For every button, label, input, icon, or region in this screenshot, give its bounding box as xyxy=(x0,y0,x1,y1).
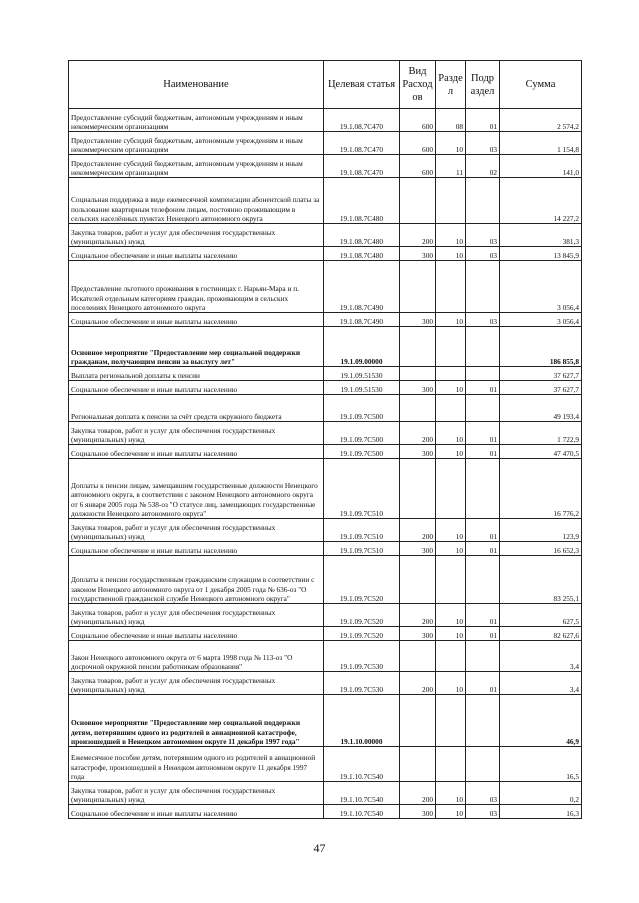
row-section: 10 xyxy=(436,313,466,327)
header-sum: Сумма xyxy=(500,61,582,109)
row-section xyxy=(436,556,466,604)
row-name: Предоставление субсидий бюджетным, автономным учреждениям и иным некоммерческим организациям xyxy=(69,109,324,132)
row-sum: 47 470,5 xyxy=(500,445,582,459)
row-expense-type: 600 xyxy=(400,132,436,155)
row-name: Доплаты к пенсии лицам, замещавшим государственные должности Ненецкого автономного округа, в соответствии с законом Ненецкого автономного округа от 6 января 2005 года № 538-оз "О статусе лиц, замещающих государственные должности Ненецкого автономного округа" xyxy=(69,459,324,519)
row-expense-type: 200 xyxy=(400,422,436,445)
header-subsection: Подр аздел xyxy=(466,61,500,109)
row-subsection xyxy=(466,747,500,782)
row-section xyxy=(436,261,466,313)
row-target-article: 19.1.09.7С530 xyxy=(324,641,400,672)
row-target-article: 19.1.09.51530 xyxy=(324,381,400,395)
table-row xyxy=(69,519,582,542)
row-target-article: 19.1.08.7С480 xyxy=(324,224,400,247)
row-section: 10 xyxy=(436,672,466,695)
table-row xyxy=(69,445,582,459)
row-expense-type: 300 xyxy=(400,445,436,459)
table-row xyxy=(69,224,582,247)
row-name: Социальное обеспечение и иные выплаты населению xyxy=(69,805,324,819)
row-sum: 627,5 xyxy=(500,604,582,627)
row-subsection: 01 xyxy=(466,604,500,627)
row-expense-type xyxy=(400,395,436,422)
row-sum: 14 227,2 xyxy=(500,178,582,224)
row-sum: 1 722,9 xyxy=(500,422,582,445)
header-target-article: Целевая статья xyxy=(324,61,400,109)
table-row xyxy=(69,109,582,132)
row-subsection xyxy=(466,178,500,224)
row-target-article: 19.1.09.00000 xyxy=(324,327,400,367)
row-section xyxy=(436,459,466,519)
row-subsection: 01 xyxy=(466,542,500,556)
row-target-article: 19.1.09.7С510 xyxy=(324,542,400,556)
row-target-article: 19.1.10.7С540 xyxy=(324,747,400,782)
row-section: 10 xyxy=(436,805,466,819)
row-expense-type: 300 xyxy=(400,313,436,327)
row-subsection xyxy=(466,641,500,672)
table-row xyxy=(69,367,582,381)
row-sum: 82 627,6 xyxy=(500,627,582,641)
row-subsection xyxy=(466,261,500,313)
row-name: Закупка товаров, работ и услуг для обеспечения государственных (муниципальных) нужд xyxy=(69,604,324,627)
row-target-article: 19.1.09.51530 xyxy=(324,367,400,381)
row-subsection: 01 xyxy=(466,445,500,459)
row-name: Социальное обеспечение и иные выплаты населению xyxy=(69,381,324,395)
row-sum: 3 056,4 xyxy=(500,261,582,313)
row-name: Основное мероприятие "Предоставление мер социальной поддержки гражданам, получающим пенсии за выслугу лет" xyxy=(69,327,324,367)
row-subsection: 03 xyxy=(466,132,500,155)
row-expense-type: 200 xyxy=(400,519,436,542)
row-section xyxy=(436,327,466,367)
row-expense-type xyxy=(400,327,436,367)
table-row xyxy=(69,381,582,395)
row-name: Предоставление льготного проживания в гостиницах г. Нарьян-Мара и п. Искателей отдельным категориям граждан, проживающим в сельских поселениях Ненецкого автономного округа xyxy=(69,261,324,313)
row-name: Социальное обеспечение и иные выплаты населению xyxy=(69,445,324,459)
table-row xyxy=(69,422,582,445)
row-name: Социальное обеспечение и иные выплаты населению xyxy=(69,542,324,556)
row-section: 10 xyxy=(436,224,466,247)
row-name: Доплаты к пенсии государственным гражданским служащим в соответствии с законом Ненецкого автономного округа от 1 декабря 2005 года № 636-оз "О государственной гражданской службе Ненецкого автономного округа" xyxy=(69,556,324,604)
row-section: 10 xyxy=(436,542,466,556)
row-expense-type: 300 xyxy=(400,542,436,556)
table-row xyxy=(69,178,582,224)
row-section: 10 xyxy=(436,782,466,805)
row-target-article: 19.1.09.7С500 xyxy=(324,422,400,445)
row-subsection: 03 xyxy=(466,247,500,261)
table-body xyxy=(69,109,582,819)
row-section: 10 xyxy=(436,519,466,542)
row-section xyxy=(436,178,466,224)
row-expense-type xyxy=(400,641,436,672)
row-sum: 37 627,7 xyxy=(500,381,582,395)
row-target-article: 19.1.08.7С470 xyxy=(324,132,400,155)
row-subsection: 01 xyxy=(466,627,500,641)
row-expense-type xyxy=(400,695,436,747)
row-expense-type xyxy=(400,367,436,381)
row-sum: 16,3 xyxy=(500,805,582,819)
row-subsection: 01 xyxy=(466,422,500,445)
row-subsection: 03 xyxy=(466,805,500,819)
row-sum: 16 776,2 xyxy=(500,459,582,519)
table-row xyxy=(69,327,582,367)
row-expense-type xyxy=(400,747,436,782)
table-row xyxy=(69,132,582,155)
row-expense-type xyxy=(400,459,436,519)
table-header-row xyxy=(69,61,582,109)
table-row xyxy=(69,695,582,747)
table-row xyxy=(69,672,582,695)
row-expense-type xyxy=(400,556,436,604)
row-section: 10 xyxy=(436,604,466,627)
row-subsection xyxy=(466,367,500,381)
row-sum: 141,0 xyxy=(500,155,582,178)
row-target-article: 19.1.09.7С500 xyxy=(324,395,400,422)
row-expense-type: 300 xyxy=(400,627,436,641)
row-target-article: 19.1.08.7С470 xyxy=(324,109,400,132)
row-subsection: 01 xyxy=(466,109,500,132)
row-subsection: 03 xyxy=(466,313,500,327)
row-sum: 46,9 xyxy=(500,695,582,747)
header-expense-type: Вид Расход ов xyxy=(400,61,436,109)
row-target-article: 19.1.08.7С490 xyxy=(324,313,400,327)
row-section xyxy=(436,695,466,747)
row-name: Социальное обеспечение и иные выплаты населению xyxy=(69,627,324,641)
row-target-article: 19.1.09.7С510 xyxy=(324,519,400,542)
row-subsection: 02 xyxy=(466,155,500,178)
row-section xyxy=(436,641,466,672)
row-section: 10 xyxy=(436,132,466,155)
table-row xyxy=(69,313,582,327)
table-row xyxy=(69,782,582,805)
row-expense-type xyxy=(400,261,436,313)
row-name: Предоставление субсидий бюджетным, автономным учреждениям и иным некоммерческим организациям xyxy=(69,132,324,155)
row-sum: 381,3 xyxy=(500,224,582,247)
row-sum: 0,2 xyxy=(500,782,582,805)
table-row xyxy=(69,604,582,627)
row-subsection: 01 xyxy=(466,381,500,395)
row-section xyxy=(436,395,466,422)
row-name: Закупка товаров, работ и услуг для обеспечения государственных (муниципальных) нужд xyxy=(69,422,324,445)
row-target-article: 19.1.09.7С530 xyxy=(324,672,400,695)
row-sum: 49 193,4 xyxy=(500,395,582,422)
row-target-article: 19.1.08.7С480 xyxy=(324,178,400,224)
table-row xyxy=(69,542,582,556)
table-row xyxy=(69,261,582,313)
row-target-article: 19.1.08.7С470 xyxy=(324,155,400,178)
row-target-article: 19.1.08.7С490 xyxy=(324,261,400,313)
row-section xyxy=(436,747,466,782)
row-expense-type: 200 xyxy=(400,224,436,247)
row-section: 08 xyxy=(436,109,466,132)
row-subsection: 01 xyxy=(466,672,500,695)
table-row xyxy=(69,395,582,422)
row-sum: 3 056,4 xyxy=(500,313,582,327)
table-row xyxy=(69,556,582,604)
row-sum: 3,4 xyxy=(500,641,582,672)
budget-table xyxy=(68,60,582,819)
row-expense-type: 200 xyxy=(400,672,436,695)
row-target-article: 19.1.09.7С510 xyxy=(324,459,400,519)
row-section: 10 xyxy=(436,422,466,445)
row-sum: 16 652,3 xyxy=(500,542,582,556)
row-name: Ежемесячное пособие детям, потерявшим одного из родителей в авиационной катастрофе, произошедшей в Ненецком автономном округе 11 декабря 1997 года xyxy=(69,747,324,782)
table-row xyxy=(69,641,582,672)
row-sum: 2 574,2 xyxy=(500,109,582,132)
row-expense-type: 300 xyxy=(400,247,436,261)
row-section: 10 xyxy=(436,381,466,395)
row-expense-type xyxy=(400,178,436,224)
row-expense-type: 600 xyxy=(400,155,436,178)
row-subsection: 01 xyxy=(466,519,500,542)
row-section: 10 xyxy=(436,445,466,459)
row-sum: 37 627,7 xyxy=(500,367,582,381)
row-subsection: 03 xyxy=(466,782,500,805)
row-expense-type: 300 xyxy=(400,381,436,395)
header-name: Наименование xyxy=(69,61,324,109)
row-name: Закупка товаров, работ и услуг для обеспечения государственных (муниципальных) нужд xyxy=(69,519,324,542)
row-target-article: 19.1.09.7С520 xyxy=(324,604,400,627)
row-target-article: 19.1.10.7С540 xyxy=(324,782,400,805)
table-row xyxy=(69,805,582,819)
row-expense-type: 200 xyxy=(400,604,436,627)
row-name: Закон Ненецкого автономного округа от 6 марта 1998 года № 113-оз "О досрочной окружной пенсии работникам образования" xyxy=(69,641,324,672)
row-target-article: 19.1.10.7С540 xyxy=(324,805,400,819)
row-target-article: 19.1.09.7С520 xyxy=(324,627,400,641)
row-name: Региональная доплата к пенсии за счёт средств окружного бюджета xyxy=(69,395,324,422)
header-section: Разде л xyxy=(436,61,466,109)
row-section: 10 xyxy=(436,247,466,261)
row-name: Социальная поддержка в виде ежемесячной компенсации абонентской платы за пользование квартирным телефоном лицам, постоянно проживающим в сельских населённых пунктах Ненецкого автономного округа xyxy=(69,178,324,224)
row-target-article: 19.1.10.00000 xyxy=(324,695,400,747)
row-name: Основное мероприятие "Предоставление мер социальной поддержки детям, потерявшим одного из родителей в авиационной катастрофе, произошедшей в Ненецком автономном округе 11 декабря 1997 года" xyxy=(69,695,324,747)
row-target-article: 19.1.09.7С520 xyxy=(324,556,400,604)
page-number: 47 xyxy=(313,841,326,855)
row-expense-type: 300 xyxy=(400,805,436,819)
row-section xyxy=(436,367,466,381)
row-sum: 83 255,1 xyxy=(500,556,582,604)
row-name: Закупка товаров, работ и услуг для обеспечения государственных (муниципальных) нужд xyxy=(69,224,324,247)
row-subsection xyxy=(466,695,500,747)
row-name: Социальное обеспечение и иные выплаты населению xyxy=(69,313,324,327)
row-name: Закупка товаров, работ и услуг для обеспечения государственных (муниципальных) нужд xyxy=(69,782,324,805)
table-row xyxy=(69,155,582,178)
row-subsection xyxy=(466,395,500,422)
row-subsection: 03 xyxy=(466,224,500,247)
row-sum: 16,5 xyxy=(500,747,582,782)
row-name: Предоставление субсидий бюджетным, автономным учреждениям и иным некоммерческим организациям xyxy=(69,155,324,178)
row-target-article: 19.1.08.7С480 xyxy=(324,247,400,261)
row-sum: 186 855,8 xyxy=(500,327,582,367)
row-expense-type: 200 xyxy=(400,782,436,805)
row-sum: 1 154,8 xyxy=(500,132,582,155)
row-sum: 3,4 xyxy=(500,672,582,695)
row-subsection xyxy=(466,327,500,367)
table-row xyxy=(69,747,582,782)
row-expense-type: 600 xyxy=(400,109,436,132)
table-row xyxy=(69,627,582,641)
row-section: 10 xyxy=(436,627,466,641)
row-sum: 123,9 xyxy=(500,519,582,542)
row-target-article: 19.1.09.7С500 xyxy=(324,445,400,459)
row-name: Социальное обеспечение и иные выплаты населению xyxy=(69,247,324,261)
row-subsection xyxy=(466,459,500,519)
row-section: 11 xyxy=(436,155,466,178)
table-row xyxy=(69,247,582,261)
row-sum: 13 845,9 xyxy=(500,247,582,261)
row-name: Выплата региональной доплаты к пенсии xyxy=(69,367,324,381)
table-row xyxy=(69,459,582,519)
row-name: Закупка товаров, работ и услуг для обеспечения государственных (муниципальных) нужд xyxy=(69,672,324,695)
row-subsection xyxy=(466,556,500,604)
